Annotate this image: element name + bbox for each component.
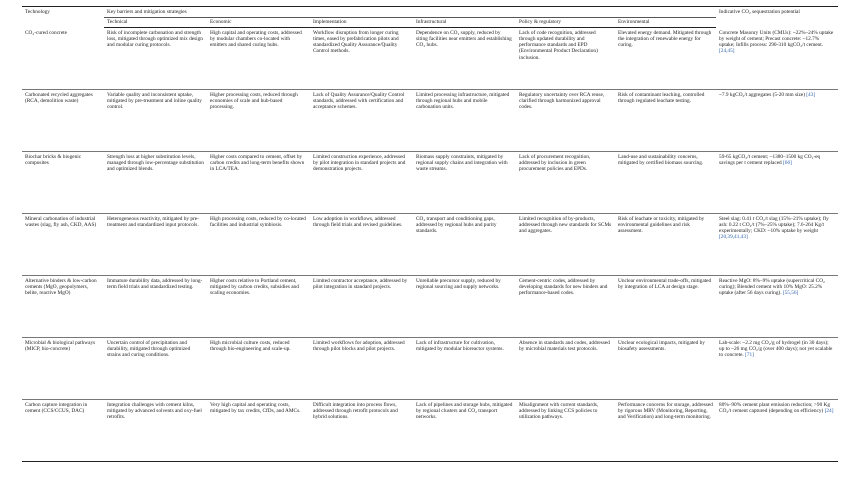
cell-economic: Higher costs relative to Portland cement, mitigated by carbon credits, subsidies and scaling economies. (207, 276, 310, 338)
cell-technical: Strength loss at higher substitution levels, managed through low-percentage substitution and optimized blends. (104, 152, 207, 214)
cell-environmental: Elevated energy demand. Mitigated through the integration of renewable energy for curing. (615, 28, 716, 90)
cell-policy: Lack of procurement recognition, addressed by inclusion in green procurement policies and EPDs. (516, 152, 615, 214)
table-row (22, 276, 838, 338)
citation-link[interactable]: [20,39,41,43] (719, 234, 748, 241)
comparison-table-page (22, 6, 838, 462)
cell-environmental: Unclear ecological impacts, mitigated by biosafety assessments. (615, 338, 716, 400)
cell-policy: Lack of code recognition, addressed through updated durability and performance standards and EPD (Environmental Product Declaration) inclusion. (516, 28, 615, 90)
cell-policy: Regulatory uncertainty over RCA reuse, clarified through harmonized approval codes. (516, 90, 615, 152)
sequestration-text: ~7.9 kgCO₂/t aggregates (5-20 mm size) (719, 92, 805, 99)
cell-economic: High microbial culture costs, reduced through bio-engineering and scale-up. (207, 338, 310, 400)
cell-infrastructural: CO₂ transport and conditioning gaps, addressed by regional hubs and purity standards. (413, 214, 516, 276)
citation-link[interactable]: [66] (783, 160, 792, 167)
sequestration-text: Reactive MgO: 8%–9% uptake (supercritical CO₂ curing); Blended cement with 10% MgO: 25.2% uptake (after 56 days curing). (719, 278, 825, 297)
cell-infrastructural: Lack of pipelines and storage hubs, mitigated by regional clusters and CO₂ transport networks. (413, 400, 516, 462)
cell-sequestration (716, 400, 838, 462)
sequestration-text: Concrete Masonry Units (CMUs): ~22%–24% uptake by weight of cement; Precast concrete: ~12.7% uptake; Infills process: 290-310 kgCO₂/t cement. (719, 29, 834, 48)
subheader-environmental: Environmental (615, 18, 716, 28)
cell-economic: High capital and operating costs, addressed by modular chambers co-located with emitters and shared curing hubs. (207, 28, 310, 90)
cell-policy: Limited recognition of by-products, addressed through new standards for SCMs and aggregates. (516, 214, 615, 276)
cell-technology: Carbon capture integration in cement (CCS/CCUS, DAC) (22, 400, 104, 462)
cell-infrastructural: Biomass supply constraints, mitigated by regional supply chains and integration with waste streams. (413, 152, 516, 214)
cell-economic: Higher processing costs, reduced through economies of scale and hub-based processing. (207, 90, 310, 152)
cell-infrastructural: Lack of infrastructure for cultivation, mitigated by modular bioreactor systems. (413, 338, 516, 400)
citation-link[interactable]: [71] (745, 352, 754, 359)
cell-implementation: Lack of Quality Assurance/Quality Control standards, addressed with certification and acceptance schemes. (310, 90, 413, 152)
table-row (22, 400, 838, 462)
cell-economic: Higher costs compared to cement, offset by carbon credits and long-term benefits shown in LCA/TEA. (207, 152, 310, 214)
cell-technology: Biochar bricks & biogenic composites (22, 152, 104, 214)
cell-economic: High processing costs, reduced by co-located facilities and industrial symbiosis. (207, 214, 310, 276)
citation-link[interactable]: [24,45] (719, 47, 735, 54)
citation-link[interactable]: [43] (806, 92, 816, 99)
header-barriers: Key barriers and mitigation strategies (104, 7, 716, 18)
cell-infrastructural: Limited processing infrastructure, mitigated through regional hubs and mobile carbonation units. (413, 90, 516, 152)
cell-technology: Alternative binders & low-carbon cements (MgO, geopolymers, belite, reactive MgO) (22, 276, 104, 338)
cell-technical: Heterogeneous reactivity, mitigated by pre-treatment and standardized input protocols. (104, 214, 207, 276)
subheader-economic: Economic (207, 18, 310, 28)
header-sequestration: Indicative CO₂ sequestration potential (716, 7, 838, 28)
cell-environmental: Performance concerns for storage, addressed by rigorous MRV (Monitoring, Reporting, and Verification) and long-term monitoring. (615, 400, 716, 462)
cell-technology: CO₂-cured concrete (22, 28, 104, 90)
cell-implementation: Limited contractor acceptance, addressed by pilot integration in standard projects. (310, 276, 413, 338)
cell-environmental: Risk of contaminant leaching, controlled through regulated leachate testing. (615, 90, 716, 152)
cell-environmental: Risk of leachate or toxicity, mitigated by environmental guidelines and risk assessment. (615, 214, 716, 276)
cell-technical: Uncertain control of precipitation and durability, mitigated through optimized strains and curing conditions. (104, 338, 207, 400)
cell-technical: Variable quality and inconsistent uptake, mitigated by pre-treatment and inline quality control. (104, 90, 207, 152)
cell-implementation: Limited construction experience, addressed by pilot integration in standard projects and demonstration projects. (310, 152, 413, 214)
subheader-infrastructural: Infrastructural (413, 18, 516, 28)
cell-technology: Microbial & biological pathways (MICP, bio-concrete) (22, 338, 104, 400)
sequestration-text: Steel slag: 0.41 t CO₂/t slag (15%–21% uptake); fly ash: 0.22 t CO₂/t (7%–25% uptake); 7.6-264 Kg/t experimentally; CKD: ~10% uptake by weight (719, 216, 829, 235)
cell-infrastructural: Unreliable precursor supply, reduced by regional sourcing and supply networks. (413, 276, 516, 338)
sequestration-text: 59-65 kgCO₂/t cement; ~1380–1500 kg CO₂-eq savings per t cement replaced (719, 154, 821, 167)
header-technology: Technology (22, 7, 104, 28)
cell-sequestration (716, 338, 838, 400)
cell-sequestration (716, 276, 838, 338)
barriers-table (22, 6, 838, 462)
cell-technical: Risk of incomplete carbonation and strength loss, mitigated through optimized mix design and modular curing protocols. (104, 28, 207, 90)
cell-implementation: Limited workflows for adoption, addressed through pilot blocks and pilot projects. (310, 338, 413, 400)
subheader-implementation: Implementation (310, 18, 413, 28)
table-row (22, 338, 838, 400)
table-row (22, 152, 838, 214)
table-row (22, 90, 838, 152)
cell-sequestration (716, 90, 838, 152)
subheader-technical: Technical (104, 18, 207, 28)
cell-infrastructural: Dependence on CO₂ supply, reduced by siting facilities near emitters and establishing CO₂ hubs. (413, 28, 516, 90)
subheader-policy: Policy & regulatory (516, 18, 615, 28)
cell-economic: Very high capital and operating costs, mitigated by tax credits, CfDs, and AMCs. (207, 400, 310, 462)
citation-link[interactable]: [55,56] (782, 290, 799, 297)
cell-environmental: Land-use and sustainability concerns, mitigated by certified biomass sourcing. (615, 152, 716, 214)
cell-policy: Absence in standards and codes, addressed by microbial materials test protocols. (516, 338, 615, 400)
cell-implementation: Low adoption in workflows, addressed through field trials and revised guidelines. (310, 214, 413, 276)
cell-environmental: Unclear environmental trade-offs, mitigated by integration of LCA at design stage. (615, 276, 716, 338)
cell-technical: Integration challenges with cement kilns, mitigated by advanced solvents and oxy-fuel retrofits. (104, 400, 207, 462)
table-row (22, 214, 838, 276)
cell-technology: Carbonated recycled aggregates (RCA, demolition waste) (22, 90, 104, 152)
cell-implementation: Difficult integration into process flows, addressed through retrofit protocols and hybrid solutions. (310, 400, 413, 462)
sequestration-text: Lab-scale: ~2.2 mg CO₂/g of hydrogel (in 30 days); up to ~26 mg CO₂/g (over 400 days); not yet scalable to concrete. (719, 340, 833, 359)
table-row (22, 28, 838, 90)
cell-technical: Immature durability data, addressed by long-term field trials and standardized testing. (104, 276, 207, 338)
cell-sequestration (716, 28, 838, 90)
cell-technology: Mineral carbonation of industrial wastes (slag, fly ash, CKD, AAS) (22, 214, 104, 276)
cell-sequestration (716, 214, 838, 276)
sequestration-text: 80%–90% cement plant emission reduction; >90 Kg CO₂/t cement captured (depending on efficiency) (719, 402, 831, 415)
cell-sequestration (716, 152, 838, 214)
cell-implementation: Workflow disruption from longer curing times, eased by prefabrication pilots and standardized Quality Assurance/Quality Control methods. (310, 28, 413, 90)
cell-policy: Cement-centric codes, addressed by developing standards for new binders and performance-based codes. (516, 276, 615, 338)
citation-link[interactable]: [24] (824, 408, 834, 415)
cell-policy: Misalignment with current standards, addressed by linking CCS policies to utilization pathways. (516, 400, 615, 462)
